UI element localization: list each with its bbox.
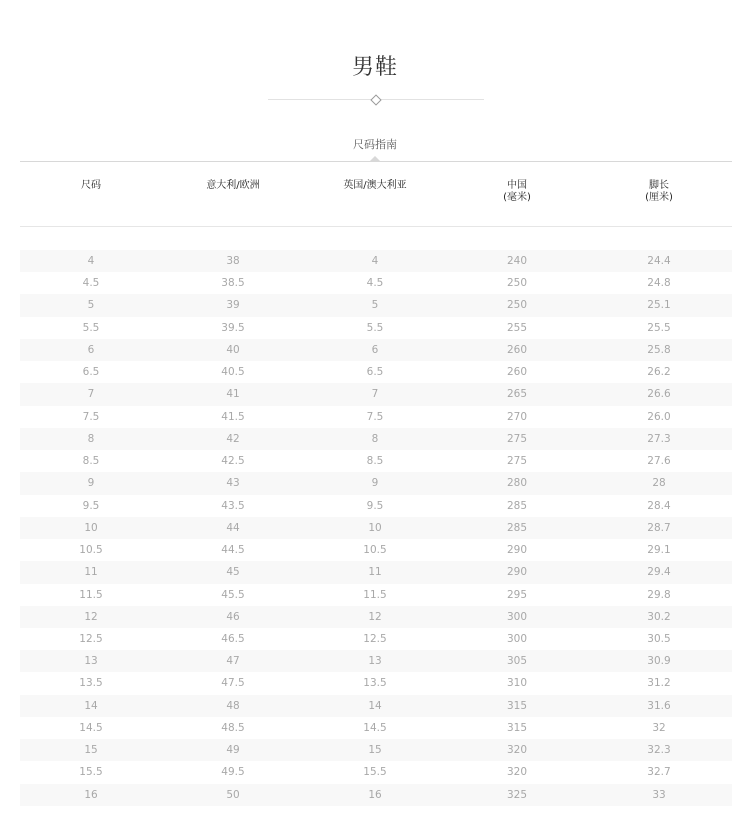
cell-foot-length-cm: 31.2 xyxy=(647,677,671,690)
page-title: 男鞋 xyxy=(351,55,398,80)
cell-china-mm: 250 xyxy=(506,299,528,312)
cell-italy-eu: 46.5 xyxy=(221,632,245,645)
table-row xyxy=(20,250,732,272)
cell-uk-au: 5.5 xyxy=(366,321,384,334)
cell-italy-eu: 43 xyxy=(226,477,240,490)
cell-uk-au: 16 xyxy=(368,788,382,801)
cell-china-mm: 285 xyxy=(506,499,528,512)
cell-uk-au: 12 xyxy=(368,610,382,623)
cell-size: 13 xyxy=(84,655,98,668)
cell-italy-eu: 47 xyxy=(226,655,240,668)
column-header-size xyxy=(31,180,151,192)
cell-size: 4 xyxy=(87,255,95,267)
cell-foot-length-cm: 26.2 xyxy=(647,366,671,379)
table-row xyxy=(20,717,732,739)
table-row xyxy=(20,650,732,672)
cell-uk-au: 14.5 xyxy=(363,721,387,734)
cell-italy-eu: 45.5 xyxy=(221,588,245,601)
cell-foot-length-cm: 29.1 xyxy=(647,544,671,557)
cell-china-mm: 315 xyxy=(506,699,528,712)
cell-china-mm: 260 xyxy=(506,366,528,379)
cell-size: 5.5 xyxy=(82,321,100,334)
cell-china-mm: 315 xyxy=(506,721,528,734)
table-row xyxy=(20,450,732,472)
table-row xyxy=(20,539,732,561)
size-table-body xyxy=(20,250,732,806)
column-header-line: 尺码 xyxy=(81,180,101,191)
cell-size: 9 xyxy=(87,477,95,490)
cell-china-mm: 320 xyxy=(506,766,528,779)
cell-china-mm: 260 xyxy=(506,343,528,356)
cell-italy-eu: 46 xyxy=(226,610,240,623)
cell-italy-eu: 39 xyxy=(226,299,240,312)
table-row xyxy=(20,294,732,316)
cell-uk-au: 13 xyxy=(368,655,382,668)
diamond-ornament-icon xyxy=(370,94,381,105)
cell-uk-au: 11.5 xyxy=(363,588,387,601)
cell-italy-eu: 40.5 xyxy=(221,366,245,379)
cell-uk-au: 15.5 xyxy=(363,766,387,779)
cell-china-mm: 240 xyxy=(506,255,528,267)
column-header-uk-au xyxy=(315,180,435,192)
table-row xyxy=(20,628,732,650)
cell-china-mm: 280 xyxy=(506,477,528,490)
column-header-line: 英国/澳大利亚 xyxy=(343,180,407,191)
cell-foot-length-cm: 32.3 xyxy=(647,744,671,757)
cell-uk-au: 10.5 xyxy=(363,544,387,557)
cell-uk-au: 13.5 xyxy=(363,677,387,690)
cell-size: 12 xyxy=(84,610,98,623)
cell-italy-eu: 40 xyxy=(226,343,240,356)
cell-uk-au: 14 xyxy=(368,699,382,712)
cell-foot-length-cm: 24.4 xyxy=(647,255,671,267)
cell-foot-length-cm: 24.8 xyxy=(647,277,671,290)
cell-china-mm: 325 xyxy=(506,788,528,801)
cell-uk-au: 10 xyxy=(368,521,382,534)
column-header-unit: (毫米) xyxy=(503,192,531,203)
cell-china-mm: 300 xyxy=(506,632,528,645)
cell-foot-length-cm: 28.4 xyxy=(647,499,671,512)
cell-size: 11.5 xyxy=(79,588,103,601)
cell-foot-length-cm: 28 xyxy=(652,477,666,490)
cell-foot-length-cm: 25.1 xyxy=(647,299,671,312)
cell-china-mm: 320 xyxy=(506,744,528,757)
table-row xyxy=(20,672,732,694)
cell-italy-eu: 44.5 xyxy=(221,544,245,557)
cell-uk-au: 15 xyxy=(368,744,382,757)
cell-size: 10.5 xyxy=(79,544,103,557)
header-divider xyxy=(20,226,732,227)
cell-uk-au: 9.5 xyxy=(366,499,384,512)
cell-italy-eu: 50 xyxy=(226,788,240,801)
table-row xyxy=(20,428,732,450)
table-row xyxy=(20,317,732,339)
cell-italy-eu: 39.5 xyxy=(221,321,245,334)
cell-foot-length-cm: 28.7 xyxy=(647,521,671,534)
cell-size: 14 xyxy=(84,699,98,712)
cell-foot-length-cm: 27.3 xyxy=(647,432,671,445)
cell-uk-au: 9 xyxy=(371,477,379,490)
cell-uk-au: 8 xyxy=(371,432,379,445)
table-row xyxy=(20,406,732,428)
cell-foot-length-cm: 32.7 xyxy=(647,766,671,779)
cell-size: 10 xyxy=(84,521,98,534)
cell-uk-au: 7.5 xyxy=(366,410,384,423)
cell-italy-eu: 41 xyxy=(226,388,240,401)
table-row xyxy=(20,495,732,517)
column-header-china xyxy=(457,180,577,204)
cell-foot-length-cm: 29.4 xyxy=(647,566,671,579)
cell-china-mm: 250 xyxy=(506,277,528,290)
cell-uk-au: 11 xyxy=(368,566,382,579)
column-header-italy-eu xyxy=(173,180,293,192)
cell-china-mm: 300 xyxy=(506,610,528,623)
column-header-line: 脚长 xyxy=(649,180,669,191)
cell-uk-au: 4.5 xyxy=(366,277,384,290)
cell-foot-length-cm: 26.0 xyxy=(647,410,671,423)
table-row xyxy=(20,383,732,405)
cell-size: 15 xyxy=(84,744,98,757)
cell-italy-eu: 38 xyxy=(226,255,240,267)
cell-uk-au: 5 xyxy=(371,299,379,312)
cell-size: 15.5 xyxy=(79,766,103,779)
size-guide-label: 尺码指南 xyxy=(353,138,397,151)
cell-china-mm: 265 xyxy=(506,388,528,401)
cell-size: 4.5 xyxy=(82,277,100,290)
cell-foot-length-cm: 25.8 xyxy=(647,343,671,356)
caret-up-icon xyxy=(370,156,380,161)
cell-size: 5 xyxy=(87,299,95,312)
cell-uk-au: 6 xyxy=(371,343,379,356)
cell-foot-length-cm: 25.5 xyxy=(647,321,671,334)
cell-size: 12.5 xyxy=(79,632,103,645)
cell-foot-length-cm: 29.8 xyxy=(647,588,671,601)
cell-foot-length-cm: 32 xyxy=(652,721,666,734)
cell-foot-length-cm: 31.6 xyxy=(647,699,671,712)
table-row xyxy=(20,339,732,361)
cell-foot-length-cm: 27.6 xyxy=(647,455,671,468)
cell-size: 13.5 xyxy=(79,677,103,690)
cell-size: 8.5 xyxy=(82,455,100,468)
cell-italy-eu: 41.5 xyxy=(221,410,245,423)
cell-foot-length-cm: 33 xyxy=(652,788,666,801)
cell-size: 14.5 xyxy=(79,721,103,734)
table-header xyxy=(20,180,732,220)
column-header-unit: (厘米) xyxy=(645,192,673,203)
size-guide-divider xyxy=(20,161,732,162)
cell-china-mm: 275 xyxy=(506,455,528,468)
cell-size: 8 xyxy=(87,432,95,445)
column-header-line: 中国 xyxy=(507,180,527,191)
cell-size: 7 xyxy=(87,388,95,401)
table-row xyxy=(20,517,732,539)
cell-china-mm: 295 xyxy=(506,588,528,601)
cell-uk-au: 12.5 xyxy=(363,632,387,645)
cell-china-mm: 275 xyxy=(506,432,528,445)
cell-italy-eu: 49.5 xyxy=(221,766,245,779)
cell-italy-eu: 43.5 xyxy=(221,499,245,512)
cell-italy-eu: 49 xyxy=(226,744,240,757)
cell-china-mm: 285 xyxy=(506,521,528,534)
cell-size: 16 xyxy=(84,788,98,801)
cell-size: 6 xyxy=(87,343,95,356)
cell-italy-eu: 42.5 xyxy=(221,455,245,468)
table-row xyxy=(20,784,732,806)
cell-uk-au: 4 xyxy=(371,255,379,267)
column-header-line: 意大利/欧洲 xyxy=(206,180,260,191)
cell-china-mm: 255 xyxy=(506,321,528,334)
cell-china-mm: 310 xyxy=(506,677,528,690)
cell-foot-length-cm: 26.6 xyxy=(647,388,671,401)
cell-foot-length-cm: 30.5 xyxy=(647,632,671,645)
cell-uk-au: 6.5 xyxy=(366,366,384,379)
cell-size: 9.5 xyxy=(82,499,100,512)
cell-italy-eu: 38.5 xyxy=(221,277,245,290)
cell-china-mm: 290 xyxy=(506,566,528,579)
cell-italy-eu: 42 xyxy=(226,432,240,445)
table-row xyxy=(20,584,732,606)
cell-china-mm: 270 xyxy=(506,410,528,423)
cell-foot-length-cm: 30.9 xyxy=(647,655,671,668)
cell-size: 6.5 xyxy=(82,366,100,379)
cell-uk-au: 8.5 xyxy=(366,455,384,468)
cell-size: 7.5 xyxy=(82,410,100,423)
column-header-foot-length xyxy=(599,180,719,204)
table-row xyxy=(20,606,732,628)
table-row xyxy=(20,739,732,761)
cell-italy-eu: 47.5 xyxy=(221,677,245,690)
cell-china-mm: 305 xyxy=(506,655,528,668)
cell-italy-eu: 44 xyxy=(226,521,240,534)
table-row xyxy=(20,761,732,783)
cell-italy-eu: 48.5 xyxy=(221,721,245,734)
cell-china-mm: 290 xyxy=(506,544,528,557)
table-row xyxy=(20,361,732,383)
table-row xyxy=(20,472,732,494)
cell-foot-length-cm: 30.2 xyxy=(647,610,671,623)
cell-size: 11 xyxy=(84,566,98,579)
cell-italy-eu: 45 xyxy=(226,566,240,579)
table-row xyxy=(20,695,732,717)
cell-italy-eu: 48 xyxy=(226,699,240,712)
table-row xyxy=(20,272,732,294)
table-row xyxy=(20,561,732,583)
cell-uk-au: 7 xyxy=(371,388,379,401)
